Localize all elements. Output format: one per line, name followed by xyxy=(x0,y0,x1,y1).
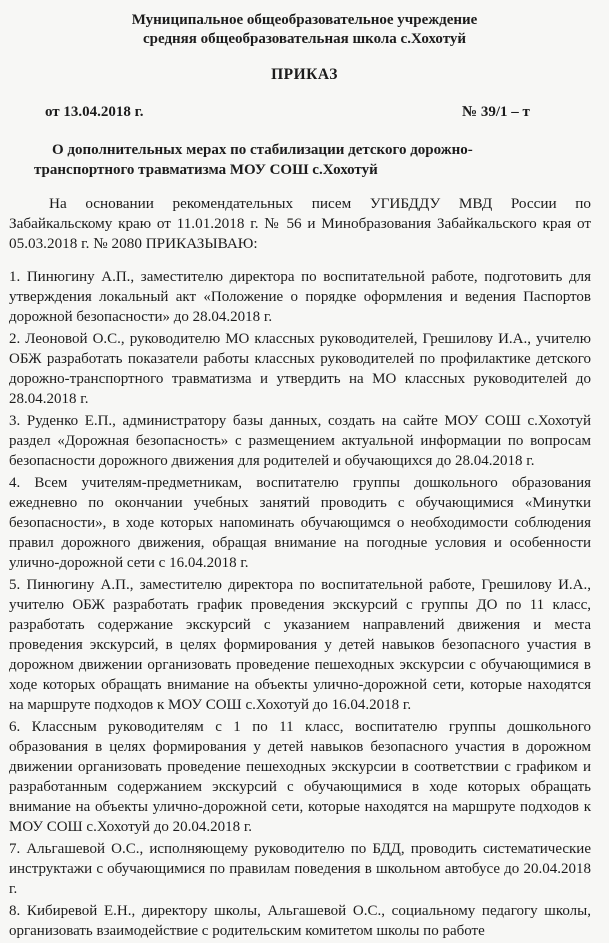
order-subject xyxy=(34,140,574,180)
order-item-7: 7. Альгашевой О.С., исполняющему руководителю по БДД, проводить систематические инструктажи с обучающимися по правилам поведения в школьном автобусе до 20.04.2018 г. xyxy=(9,841,591,897)
document-title: ПРИКАЗ xyxy=(271,66,338,83)
order-item-1: 1. Пинюгину А.П., заместителю директора по воспитательной работе, подготовить для утверждения локальный акт «Положение о порядке оформления и ведения Паспортов дорожной безопасности» до 28.04.2018 г. xyxy=(9,269,591,325)
order-item-8: 8. Кибиревой Е.Н., директору школы, Альгашевой О.С., социальному педагогу школы, организовать взаимодействие с родительским комитетом школы по работе xyxy=(9,903,591,939)
order-date: от 13.04.2018 г. xyxy=(45,104,144,120)
order-item-3: 3. Руденко Е.П., администратору базы данных, создать на сайте МОУ СОШ с.Хохотуй раздел «Дорожная безопасность» с размещением актуальной информации по вопросам безопасности дорожного движения для родителей и обучающихся до 28.04.2018 г. xyxy=(9,413,591,469)
order-item-4: 4. Всем учителям-предметникам, воспитателю группы дошкольного образования ежедневно по окончании учебных занятий проводить с обучающимися «Минутки безопасности», в ходе которых напоминать обучающимся о необходимости соблюдения правил дорожного движения, обращая внимание на погодные условия и особенности улично-дорожной сети с 16.04.2018 г. xyxy=(9,475,591,571)
order-items-list xyxy=(9,267,591,943)
order-item-5: 5. Пинюгину А.П., заместителю директора по воспитательной работе, Грешилову И.А., учителю ОБЖ разработать график проведения экскурсий с группы ДО по 11 класс, разработать содержание экскурсий с указанием направлений движения и места проведения экскурсий, в целях формирования у детей навыков безопасного участия в дорожном движении организовать проведение пешеходных экскурсии с обучающимися в ходе которых обращать внимание на объекты улично-дорожной сети, которые находятся на маршруте подходов к МОУ СОШ с.Хохотуй до 16.04.2018 г. xyxy=(9,577,591,713)
subject-line1: О дополнительных мерах по стабилизации детского дорожно- xyxy=(52,142,473,158)
preamble-paragraph: На основании рекомендательных писем УГИБДДУ МВД России по Забайкальскому краю от 11.01.2018 г. № 56 и Минобразования Забайкальского края от 05.03.2018 г. № 2080 ПРИКАЗЫВАЮ: xyxy=(9,195,591,252)
institution-name-line2: средняя общеобразовательная школа с.Хохотуй xyxy=(142,31,467,47)
subject-line2: транспортного травматизма МОУ СОШ с.Хохотуй xyxy=(34,162,378,178)
order-number: № 39/1 – т xyxy=(462,104,530,120)
institution-name-line1: Муниципальное общеобразовательное учреждение xyxy=(131,12,478,28)
order-item-6: 6. Классным руководителям с 1 по 11 класс, воспитателю группы дошкольного образования в целях формирования у детей навыков безопасного участия в дорожном движении организовать проведение пешеходных экскурсии в соответствии с графиком и разработанным содержанием экскурсий с обучающимися в ходе которых обращать внимание на объекты улично-дорожной сети, которые находятся на маршруте подходов к МОУ СОШ с.Хохотуй до 20.04.2018 г. xyxy=(9,719,591,835)
order-item-2: 2. Леоновой О.С., руководителю МО классных руководителей, Грешилову И.А., учителю ОБЖ разработать показатели работы классных руководителей по профилактике детского дорожно-транспортного травматизма и утвердить на МО классных руководителей до 28.04.2018 г. xyxy=(9,331,591,407)
